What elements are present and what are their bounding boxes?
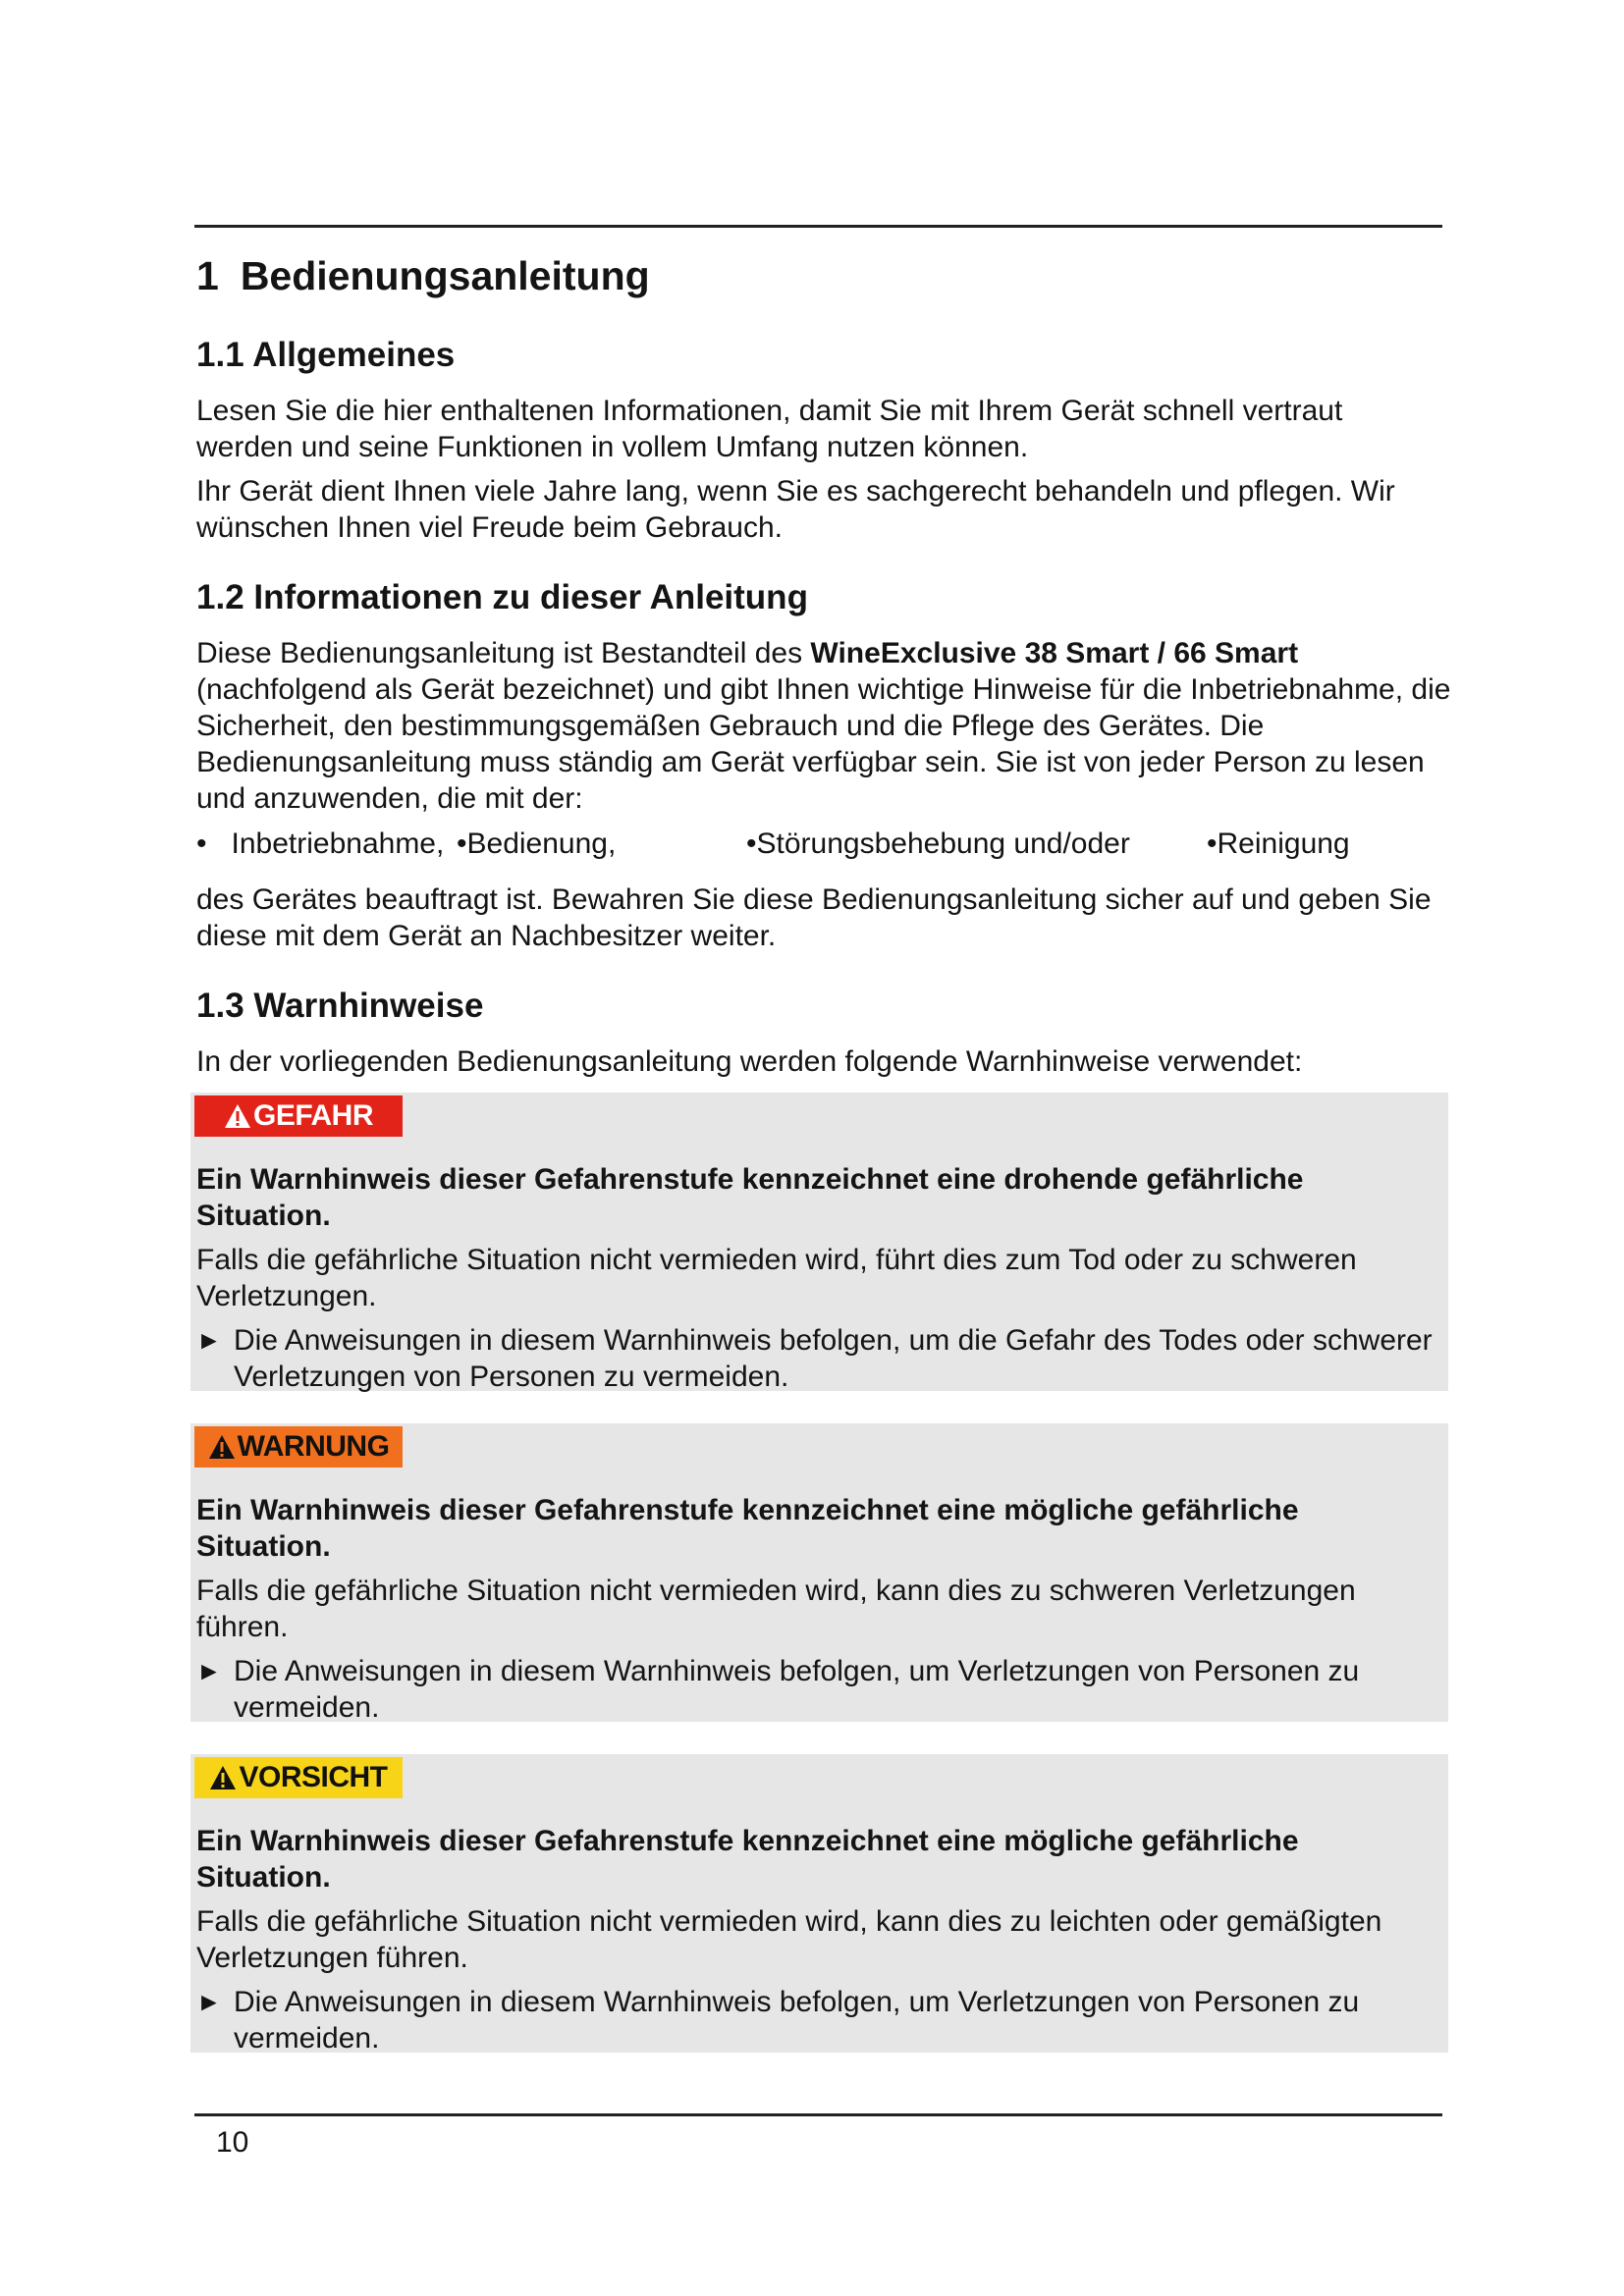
chapter-title: Bedienungsanleitung <box>240 253 650 298</box>
warning-title: Ein Warnhinweis dieser Gefahrenstufe kennzeichnet eine mögliche gefährliche Situation. <box>196 1825 1299 1894</box>
arrow-right-icon: ► <box>196 1987 222 2016</box>
warning-label: VORSICHT <box>239 1761 388 1793</box>
list-item-text: Reinigung <box>1217 828 1350 860</box>
warning-badge-warnung <box>194 1426 403 1468</box>
footer-rule <box>194 2113 1442 2116</box>
section-heading-1-1: 1.1 Allgemeines <box>196 336 456 374</box>
chapter-number: 1 <box>196 253 219 298</box>
warning-text: Falls die gefährliche Situation nicht vermieden wird, kann dies zu schweren Verletzungen führen. <box>196 1575 1356 1643</box>
list-item-text: Störungsbehebung und/oder <box>756 828 1130 860</box>
header-rule <box>194 225 1442 228</box>
section-heading-1-3: 1.3 Warnhinweise <box>196 987 484 1025</box>
warning-label: GEFAHR <box>252 1099 373 1132</box>
warning-triangle-icon <box>209 1765 237 1790</box>
paragraph-text: Diese Bedienungsanleitung ist Bestandteil des <box>196 637 811 669</box>
warning-title: Ein Warnhinweis dieser Gefahrenstufe kennzeichnet eine drohende gefährliche Situation. <box>196 1163 1304 1232</box>
warning-title: Ein Warnhinweis dieser Gefahrenstufe kennzeichnet eine mögliche gefährliche Situation. <box>196 1494 1299 1563</box>
warning-triangle-icon <box>224 1103 251 1129</box>
section-1-2-paragraph-1 <box>196 635 1453 817</box>
chapter-heading <box>196 253 650 299</box>
warning-triangle-icon <box>208 1434 236 1460</box>
warning-label: WARNUNG <box>237 1430 390 1463</box>
warning-badge-gefahr <box>194 1095 403 1137</box>
product-name: WineExclusive 38 Smart / 66 Smart <box>810 637 1299 669</box>
warning-text: Falls die gefährliche Situation nicht vermieden wird, führt dies zum Tod oder zu schweren Verletzungen. <box>196 1244 1357 1312</box>
task-list <box>196 828 1443 867</box>
warning-instruction <box>196 1322 1438 1395</box>
list-item: • Inbetriebnahme, <box>196 828 445 860</box>
warning-box-vorsicht <box>190 1754 1448 2053</box>
list-item: • Störungsbehebung und/oder <box>746 828 1130 860</box>
warning-box-gefahr <box>190 1093 1448 1391</box>
warning-text: Falls die gefährliche Situation nicht vermieden wird, kann dies zu leichten oder gemäßigten Verletzungen führen. <box>196 1905 1382 1974</box>
warning-badge-vorsicht <box>194 1757 403 1798</box>
list-item-text: Inbetriebnahme, <box>231 828 445 860</box>
warning-instruction-text: Die Anweisungen in diesem Warnhinweis befolgen, um die Gefahr des Todes oder schwerer Verletzungen von Personen zu vermeiden. <box>234 1324 1433 1393</box>
section-1-3-intro: In der vorliegenden Bedienungsanleitung werden folgende Warnhinweise verwendet: <box>196 1045 1303 1078</box>
arrow-right-icon: ► <box>196 1325 222 1355</box>
warning-instruction-text: Die Anweisungen in diesem Warnhinweis befolgen, um Verletzungen von Personen zu vermeiden. <box>234 1655 1360 1724</box>
list-item-text: Bedienung, <box>466 828 617 860</box>
warning-instruction <box>196 1984 1438 2056</box>
page-number: 10 <box>216 2126 249 2159</box>
warning-instruction <box>196 1653 1438 1726</box>
section-heading-1-2: 1.2 Informationen zu dieser Anleitung <box>196 578 808 616</box>
warning-instruction-text: Die Anweisungen in diesem Warnhinweis befolgen, um Verletzungen von Personen zu vermeiden. <box>234 1986 1360 2055</box>
list-item: • Bedienung, <box>457 828 617 860</box>
list-item: • Reinigung <box>1207 828 1350 860</box>
section-1-1-paragraph-2: Ihr Gerät dient Ihnen viele Jahre lang, wenn Sie es sachgerecht behandeln und pflegen. Wir wünschen Ihnen viel Freude beim Gebrauch. <box>196 475 1395 544</box>
section-1-2-paragraph-2: des Gerätes beauftragt ist. Bewahren Sie diese Bedienungsanleitung sicher auf und geben Sie diese mit dem Gerät an Nachbesitzer weiter. <box>196 883 1432 952</box>
warning-box-warnung <box>190 1423 1448 1722</box>
section-1-1-paragraph-1: Lesen Sie die hier enthaltenen Informationen, damit Sie mit Ihrem Gerät schnell vertraut werden und seine Funktionen in vollem Umfang nutzen können. <box>196 395 1343 463</box>
arrow-right-icon: ► <box>196 1656 222 1685</box>
paragraph-text: (nachfolgend als Gerät bezeichnet) und gibt Ihnen wichtige Hinweise für die Inbetriebnahme, die Sicherheit, den bestimmungsgemäßen Gebrauch und die Pflege des Gerätes. Die Bedienungsanleitung muss ständig am Gerät verfügbar sein. Sie ist von jeder Person zu lesen und anzuwenden, die mit der: <box>196 673 1451 815</box>
